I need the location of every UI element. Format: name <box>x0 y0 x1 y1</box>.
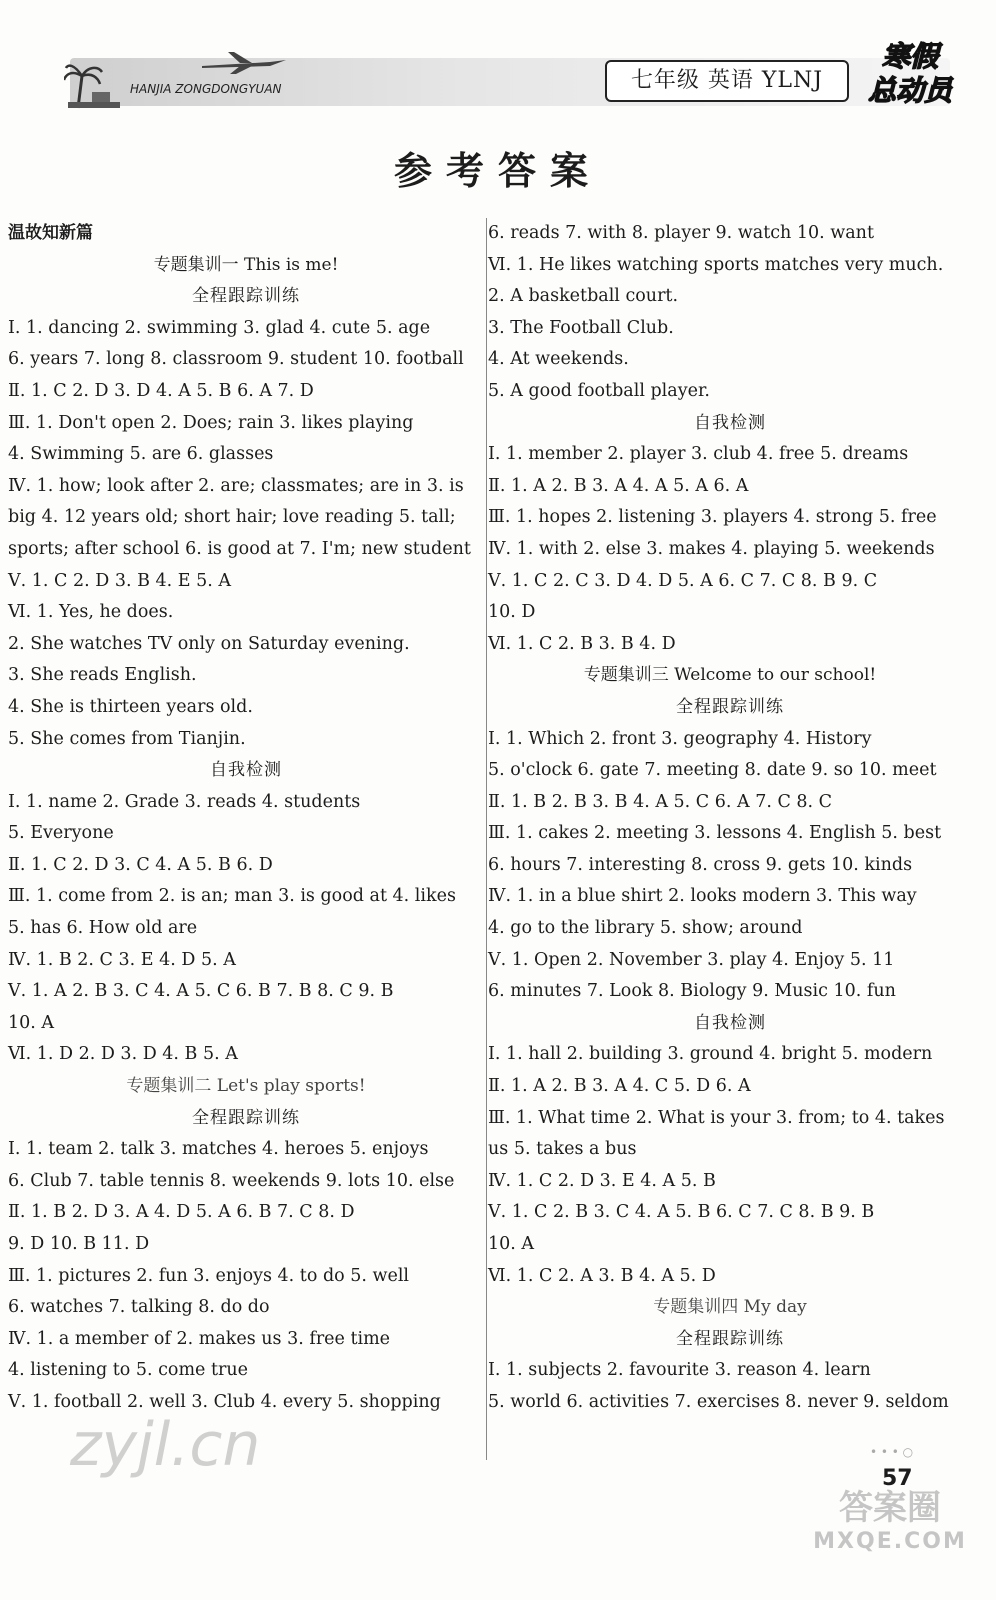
answer-line: 2. She watches TV only on Saturday evening. <box>8 633 410 654</box>
answer-line: 自我检测 <box>694 412 766 433</box>
answer-line: 6. minutes 7. Look 8. Biology 9. Music 10. fun <box>488 981 896 1002</box>
answer-line: Ⅴ. 1. A 2. B 3. C 4. A 5. C 6. B 7. B 8. C 9. B <box>8 981 394 1002</box>
answer-line: 10. A <box>8 1012 55 1033</box>
answer-line: 4. At weekends. <box>488 349 629 370</box>
answer-line: 温故知新篇 <box>8 223 93 243</box>
answer-line: Ⅲ. 1. Don't open 2. Does; rain 3. likes playing <box>8 412 414 433</box>
answer-line: 5. Everyone <box>8 823 114 844</box>
answer-line: 4. She is thirteen years old. <box>8 696 253 717</box>
answer-line: Ⅳ. 1. C 2. D 3. E 4. A 5. B <box>488 1170 716 1191</box>
answer-line: Ⅳ. 1. B 2. C 3. E 4. D 5. A <box>8 949 236 970</box>
answers-left-column <box>8 218 484 1419</box>
answer-line: 全程跟踪训练 <box>676 696 784 717</box>
palm-tree-logo-icon <box>64 62 124 110</box>
series-logo <box>860 40 960 116</box>
answer-line: 全程跟踪训练 <box>192 286 300 307</box>
series-logo-line2: 总动员 <box>867 74 952 107</box>
answer-line: Ⅰ. 1. member 2. player 3. club 4. free 5. dreams <box>488 444 909 465</box>
answer-line: Ⅴ. 1. C 2. C 3. D 4. D 5. A 6. C 7. C 8. B 9. C <box>488 570 878 591</box>
header-pinyin: HANJIA ZONGDONGYUAN <box>130 82 282 96</box>
answer-line: 10. A <box>488 1234 535 1254</box>
answer-line: 专题集训二 Let's play sports! <box>126 1076 366 1097</box>
answer-line: Ⅴ. 1. C 2. D 3. B 4. E 5. A <box>8 570 232 591</box>
answer-line: 5. has 6. How old are <box>8 918 198 939</box>
answer-line: Ⅱ. 1. C 2. D 3. C 4. A 5. B 6. D <box>8 854 273 875</box>
watermark-mxqe-line1: 答案圈 <box>839 1488 941 1528</box>
answer-line: Ⅵ. 1. He likes watching sports matches very much. <box>488 254 944 275</box>
grade-subject-box: 七年级 英语 YLNJ <box>605 60 849 102</box>
answer-line: 5. o'clock 6. gate 7. meeting 8. date 9. so 10. meet <box>488 760 937 781</box>
answer-line: 10. D <box>488 602 536 623</box>
answer-line: 5. world 6. activities 7. exercises 8. never 9. seldom <box>488 1391 949 1412</box>
watermark-mxqe-logo <box>800 1480 980 1590</box>
answer-line: Ⅴ. 1. C 2. B 3. C 4. A 5. B 6. C 7. C 8. B 9. B <box>488 1202 875 1223</box>
answer-line: 自我检测 <box>210 760 282 781</box>
page-number: 57 <box>882 1466 913 1491</box>
answer-line: Ⅴ. 1. football 2. well 3. Club 4. every 5. shopping <box>8 1391 441 1412</box>
answer-line: 全程跟踪训练 <box>676 1328 784 1349</box>
answer-line: Ⅲ. 1. pictures 2. fun 3. enjoys 4. to do 5. well <box>8 1265 410 1286</box>
answer-line: 4. go to the library 5. show; around <box>488 918 803 939</box>
page-title: 参考答案 <box>393 149 602 193</box>
answer-line: Ⅱ. 1. B 2. B 3. B 4. A 5. C 6. A 7. C 8. C <box>488 791 833 812</box>
answer-line: 6. watches 7. talking 8. do do <box>8 1297 270 1318</box>
answer-line: Ⅰ. 1. subjects 2. favourite 3. reason 4. learn <box>488 1360 871 1381</box>
answer-line: 6. years 7. long 8. classroom 9. student 10. football <box>8 349 464 370</box>
answer-line: Ⅴ. 1. Open 2. November 3. play 4. Enjoy 5. 11 <box>488 949 895 970</box>
answer-line: Ⅱ. 1. A 2. B 3. A 4. A 5. A 6. A <box>488 475 749 496</box>
answer-line: 4. Swimming 5. are 6. glasses <box>8 444 274 465</box>
answer-line: Ⅵ. 1. C 2. A 3. B 4. A 5. D <box>488 1265 716 1286</box>
answer-line: 6. hours 7. interesting 8. cross 9. gets 10. kinds <box>488 854 913 875</box>
answer-line: sports; after school 6. is good at 7. I'm; new student <box>8 538 471 559</box>
answer-line: 6. Club 7. table tennis 8. weekends 9. lots 10. else <box>8 1170 455 1191</box>
answer-line: Ⅰ. 1. team 2. talk 3. matches 4. heroes 5. enjoys <box>8 1139 429 1160</box>
column-divider <box>486 218 487 1460</box>
answer-line: 5. A good football player. <box>488 380 710 401</box>
answers-right-column <box>488 218 972 1419</box>
answer-line: Ⅱ. 1. B 2. D 3. A 4. D 5. A 6. B 7. C 8. D <box>8 1202 355 1223</box>
answer-line: Ⅰ. 1. hall 2. building 3. ground 4. bright 5. modern <box>488 1044 933 1065</box>
decorative-dots: • • • ○ <box>870 1445 914 1459</box>
answer-line: Ⅵ. 1. Yes, he does. <box>8 602 174 623</box>
answer-line: 自我检测 <box>694 1012 766 1033</box>
answer-line: 3. She reads English. <box>8 665 197 686</box>
answer-line: Ⅰ. 1. name 2. Grade 3. reads 4. students <box>8 791 361 812</box>
answer-line: Ⅲ. 1. cakes 2. meeting 3. lessons 4. English 5. best <box>488 823 942 844</box>
answer-line: Ⅰ. 1. Which 2. front 3. geography 4. History <box>488 728 872 749</box>
answer-line: Ⅲ. 1. come from 2. is an; man 3. is good at 4. likes <box>8 886 456 907</box>
answer-line: 全程跟踪训练 <box>192 1107 300 1128</box>
answer-line: Ⅱ. 1. C 2. D 3. D 4. A 5. B 6. A 7. D <box>8 380 314 401</box>
answer-line: Ⅵ. 1. D 2. D 3. D 4. B 5. A <box>8 1044 238 1065</box>
answer-line: Ⅳ. 1. with 2. else 3. makes 4. playing 5. weekends <box>488 538 935 559</box>
answer-line: Ⅳ. 1. in a blue shirt 2. looks modern 3. This way <box>488 886 917 907</box>
answer-line: 专题集训一 This is me! <box>153 254 339 275</box>
answer-line: Ⅵ. 1. C 2. B 3. B 4. D <box>488 633 676 654</box>
answer-line: 5. She comes from Tianjin. <box>8 728 246 749</box>
answer-line: 9. D 10. B 11. D <box>8 1234 150 1254</box>
answer-line: 6. reads 7. with 8. player 9. watch 10. want <box>488 223 874 243</box>
airplane-icon <box>200 48 290 78</box>
answer-line: Ⅰ. 1. dancing 2. swimming 3. glad 4. cute 5. age <box>8 317 431 338</box>
answer-line: Ⅱ. 1. A 2. B 3. A 4. C 5. D 6. A <box>488 1076 751 1097</box>
answer-line: 3. The Football Club. <box>488 317 674 338</box>
answer-line: 专题集训三 Welcome to our school! <box>583 665 877 686</box>
answer-line: Ⅲ. 1. hopes 2. listening 3. players 4. strong 5. free <box>488 507 937 528</box>
page-header <box>60 40 980 120</box>
answer-line: 2. A basketball court. <box>488 286 679 307</box>
series-logo-line1: 寒假 <box>881 40 938 73</box>
answer-line: 4. listening to 5. come true <box>8 1360 248 1381</box>
answer-line: big 4. 12 years old; short hair; love reading 5. tall; <box>8 507 456 528</box>
answer-line: Ⅳ. 1. a member of 2. makes us 3. free time <box>8 1328 391 1349</box>
answer-line: us 5. takes a bus <box>488 1139 637 1160</box>
answer-line: Ⅲ. 1. What time 2. What is your 3. from; to 4. takes <box>488 1107 945 1128</box>
answer-line: Ⅳ. 1. how; look after 2. are; classmates; are in 3. is <box>8 475 464 496</box>
watermark-mxqe-line2: MXQE.COM <box>813 1529 967 1554</box>
answer-line: 专题集训四 My day <box>653 1297 807 1318</box>
watermark-zyjl: zyjl.cn <box>70 1410 261 1480</box>
